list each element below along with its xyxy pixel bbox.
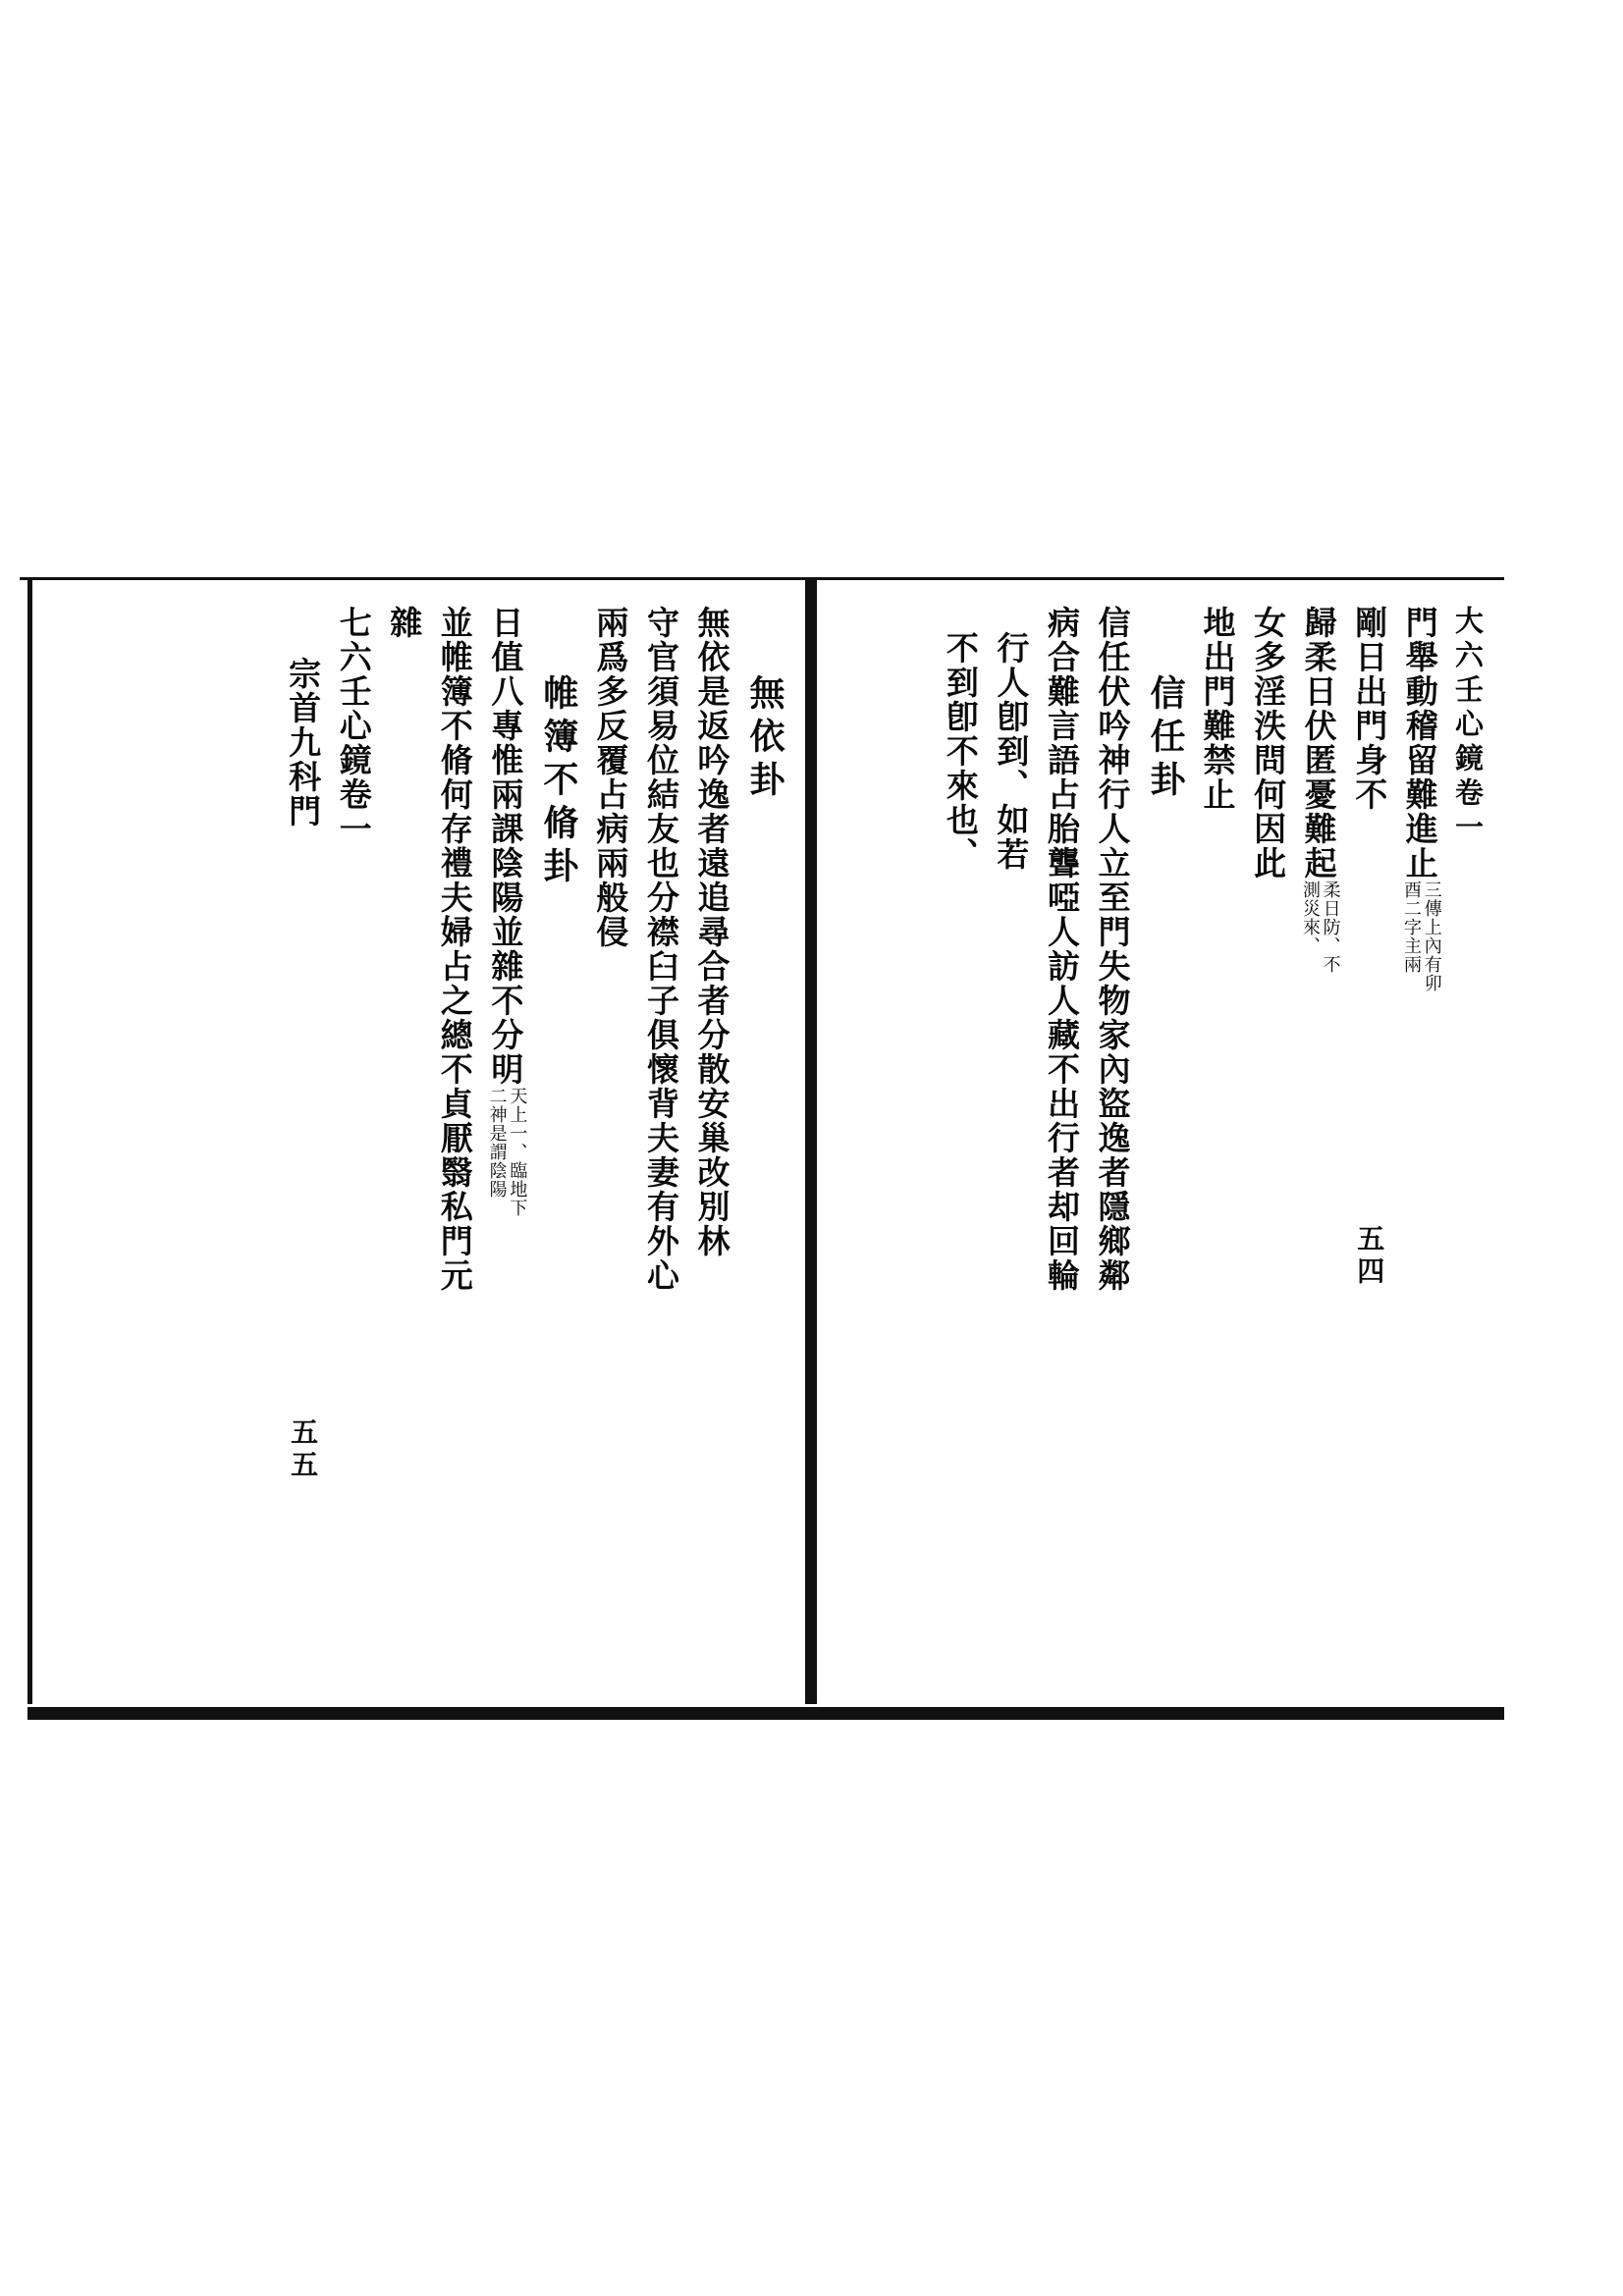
text-column-l4: 兩爲多反覆占病兩般侵 <box>591 606 630 949</box>
text-column-l2: 無依是返吟逸者遠追尋合者分散安巢改別林 <box>692 606 731 1258</box>
section-title-wuyi: 無依卦 <box>744 674 785 804</box>
inline-note-r3-row1: 柔日防、不 <box>1320 881 1341 974</box>
text-column-r2 <box>1348 606 1391 1289</box>
text-column-r8: 病合難言語占胎聾啞人訪人藏不出行者却回輪 <box>1042 606 1081 1293</box>
text-column-r3 <box>1297 606 1340 974</box>
section-title-xinren: 信任卦 <box>1145 674 1186 804</box>
text-l8-main: 雜 <box>385 606 424 640</box>
inline-note-l6-row1: 天上一、臨地下 <box>507 1087 528 1217</box>
text-l6-main: 日值八專惟兩課陰陽並雜不分明 <box>486 606 525 1087</box>
text-column-r10: 不到卽不來也、 <box>941 631 980 872</box>
text-columns-right <box>817 580 1504 1704</box>
text-column-l7: 並帷簿不脩何存禮夫婦占之總不貞厭翳私門元 <box>435 606 474 1293</box>
text-columns-left <box>20 580 805 1704</box>
text-column-l3: 守官須易位結友也分襟臼子俱懷背夫妻有外心 <box>641 606 680 1293</box>
text-r1-main: 門舉動稽留難進止 <box>1400 606 1439 881</box>
running-head-right: 大六壬心鏡卷一 <box>1451 606 1485 846</box>
inline-note-r1-row2: 酉二字主兩 <box>1401 881 1423 974</box>
text-column-r5: 地出門難禁止 <box>1198 606 1237 812</box>
inline-note-r1 <box>1400 881 1440 992</box>
book-leaf-left <box>20 577 812 1704</box>
inline-note-r3 <box>1299 881 1339 974</box>
chapter-reference-text: 宗首九科門 <box>284 657 323 828</box>
text-column-r7: 信任伏吟神行人立至門失物家內盜逸者隱鄉鄰 <box>1093 606 1132 1293</box>
text-column-l6 <box>484 606 527 1217</box>
page-number-right: 五四 <box>1353 1224 1386 1289</box>
footer-title-text: 七六壬心鏡卷一 <box>334 606 373 846</box>
chapter-reference-left <box>282 606 325 1482</box>
text-r3-main: 歸柔日伏匿憂難起 <box>1299 606 1338 881</box>
inline-note-r3-row2: 測災來、 <box>1299 881 1321 955</box>
text-column-l8 <box>383 606 426 640</box>
text-column-r4: 女多淫泆問何因此 <box>1249 606 1288 881</box>
footer-title-left <box>332 606 375 846</box>
inline-note-r1-row1: 三傳上內有卯 <box>1421 881 1442 992</box>
inline-note-l6 <box>486 1087 526 1217</box>
section-title-weibu: 帷簿不脩卦 <box>537 674 579 890</box>
text-column-r1 <box>1398 606 1441 992</box>
text-r2-main: 剛日出門身不 <box>1350 606 1389 812</box>
page-number-left: 五五 <box>287 1417 320 1482</box>
book-leaf-right <box>810 577 1504 1704</box>
inline-note-l6-row2: 二神是謂陰陽 <box>486 1087 508 1199</box>
text-column-r9: 行人卽到、如若 <box>992 631 1031 872</box>
